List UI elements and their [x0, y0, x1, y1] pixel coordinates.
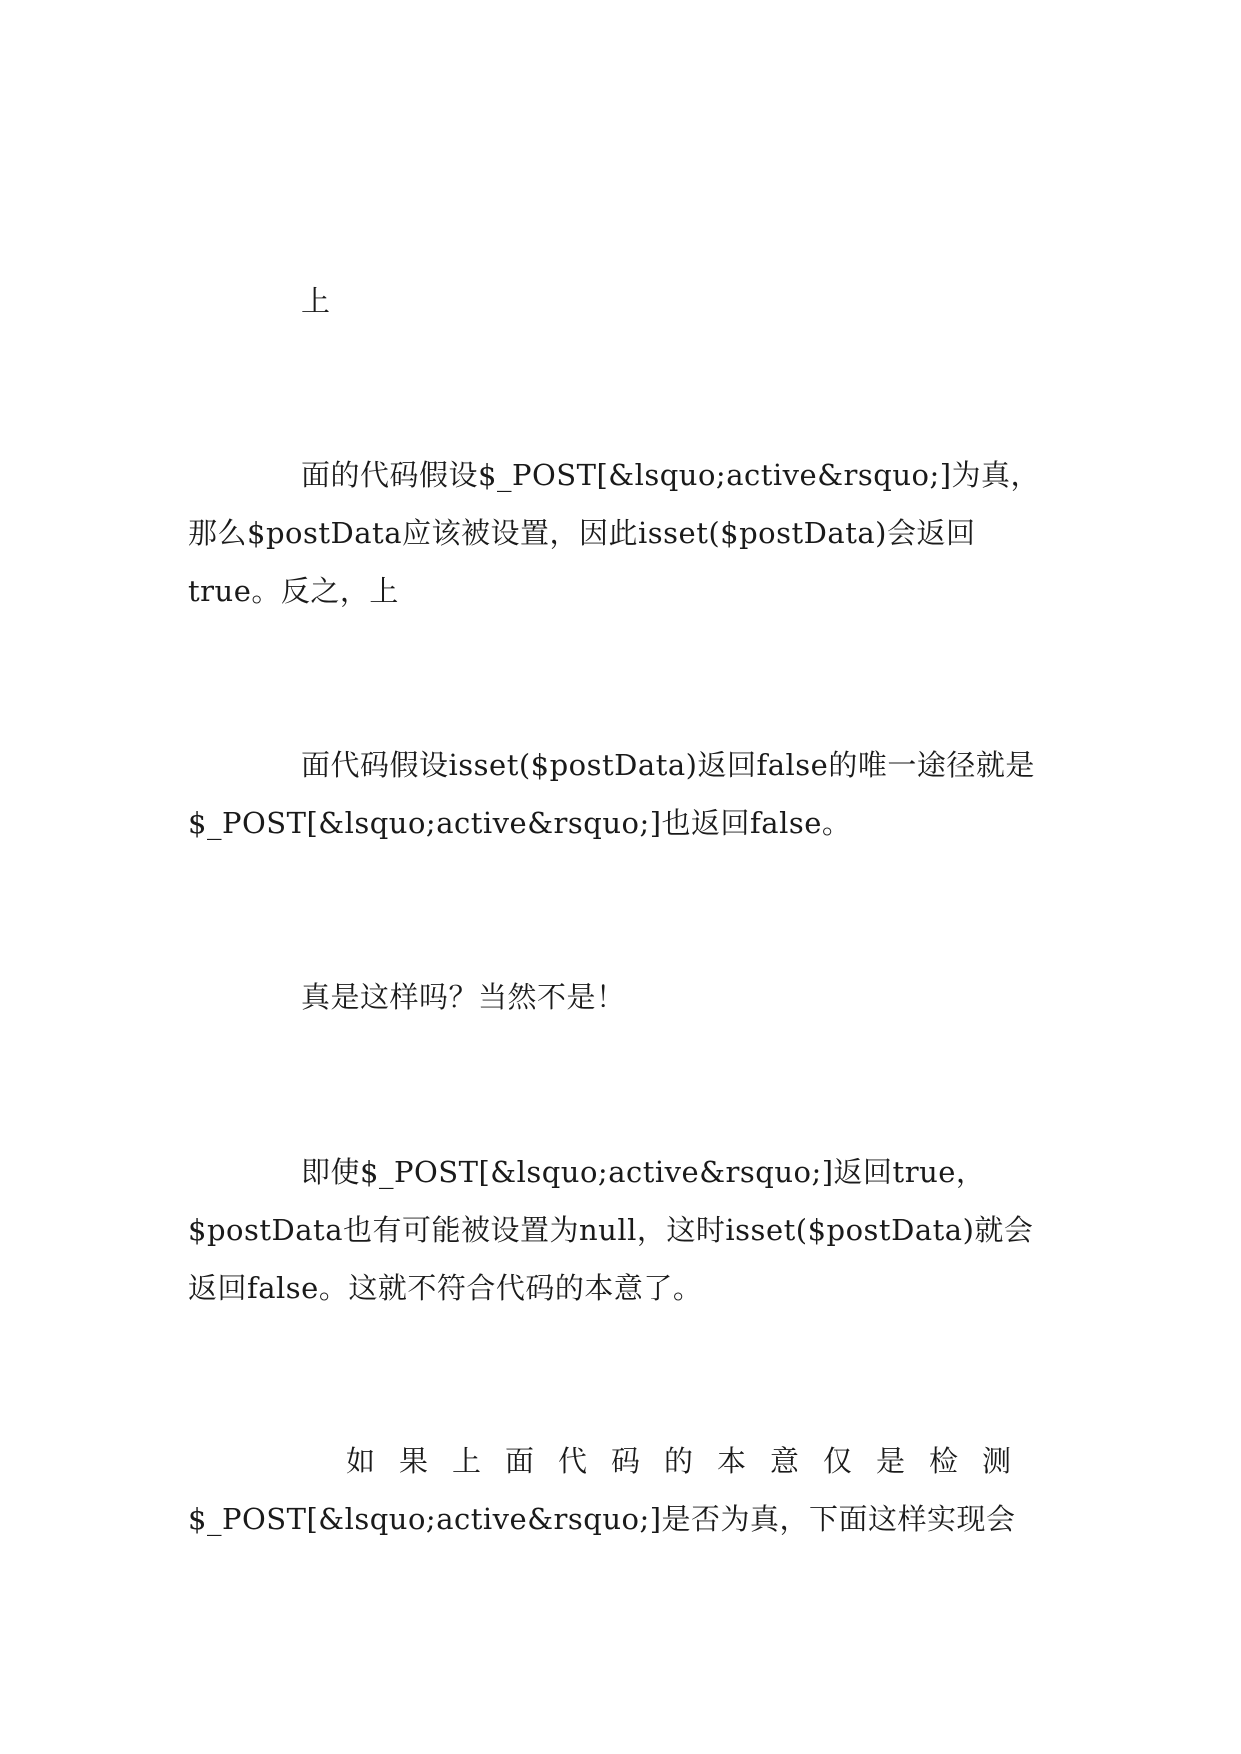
paragraph-2: 面的代码假设$_POST[&lsquo;active&rsquo;]为真，那么$postData应该被设置，因此isset($postData)会返回true。反之，上 [188, 458, 1041, 608]
paragraph-6-line-1: 如果上面代码的本意仅是检测 [346, 1444, 1036, 1478]
paragraph-3: 面代码假设isset($postData)返回false的唯一途径就是$_POST[&lsquo;active&rsquo;]也返回false。 [188, 748, 1035, 840]
paragraph-6-line-2: $_POST[&lsquo;active&rsquo;]是否为真，下面这样实现会 [188, 1502, 1016, 1536]
paragraph-1: 上 [301, 284, 331, 318]
paragraph-5: 即使$_POST[&lsquo;active&rsquo;]返回true，$postData也有可能被设置为null，这时isset($postData)就会返回false。这就不符合代码的本意了。 [188, 1155, 1034, 1305]
paragraph-4: 真是这样吗？当然不是！ [301, 980, 626, 1014]
paragraph-6 [188, 1432, 1060, 1548]
